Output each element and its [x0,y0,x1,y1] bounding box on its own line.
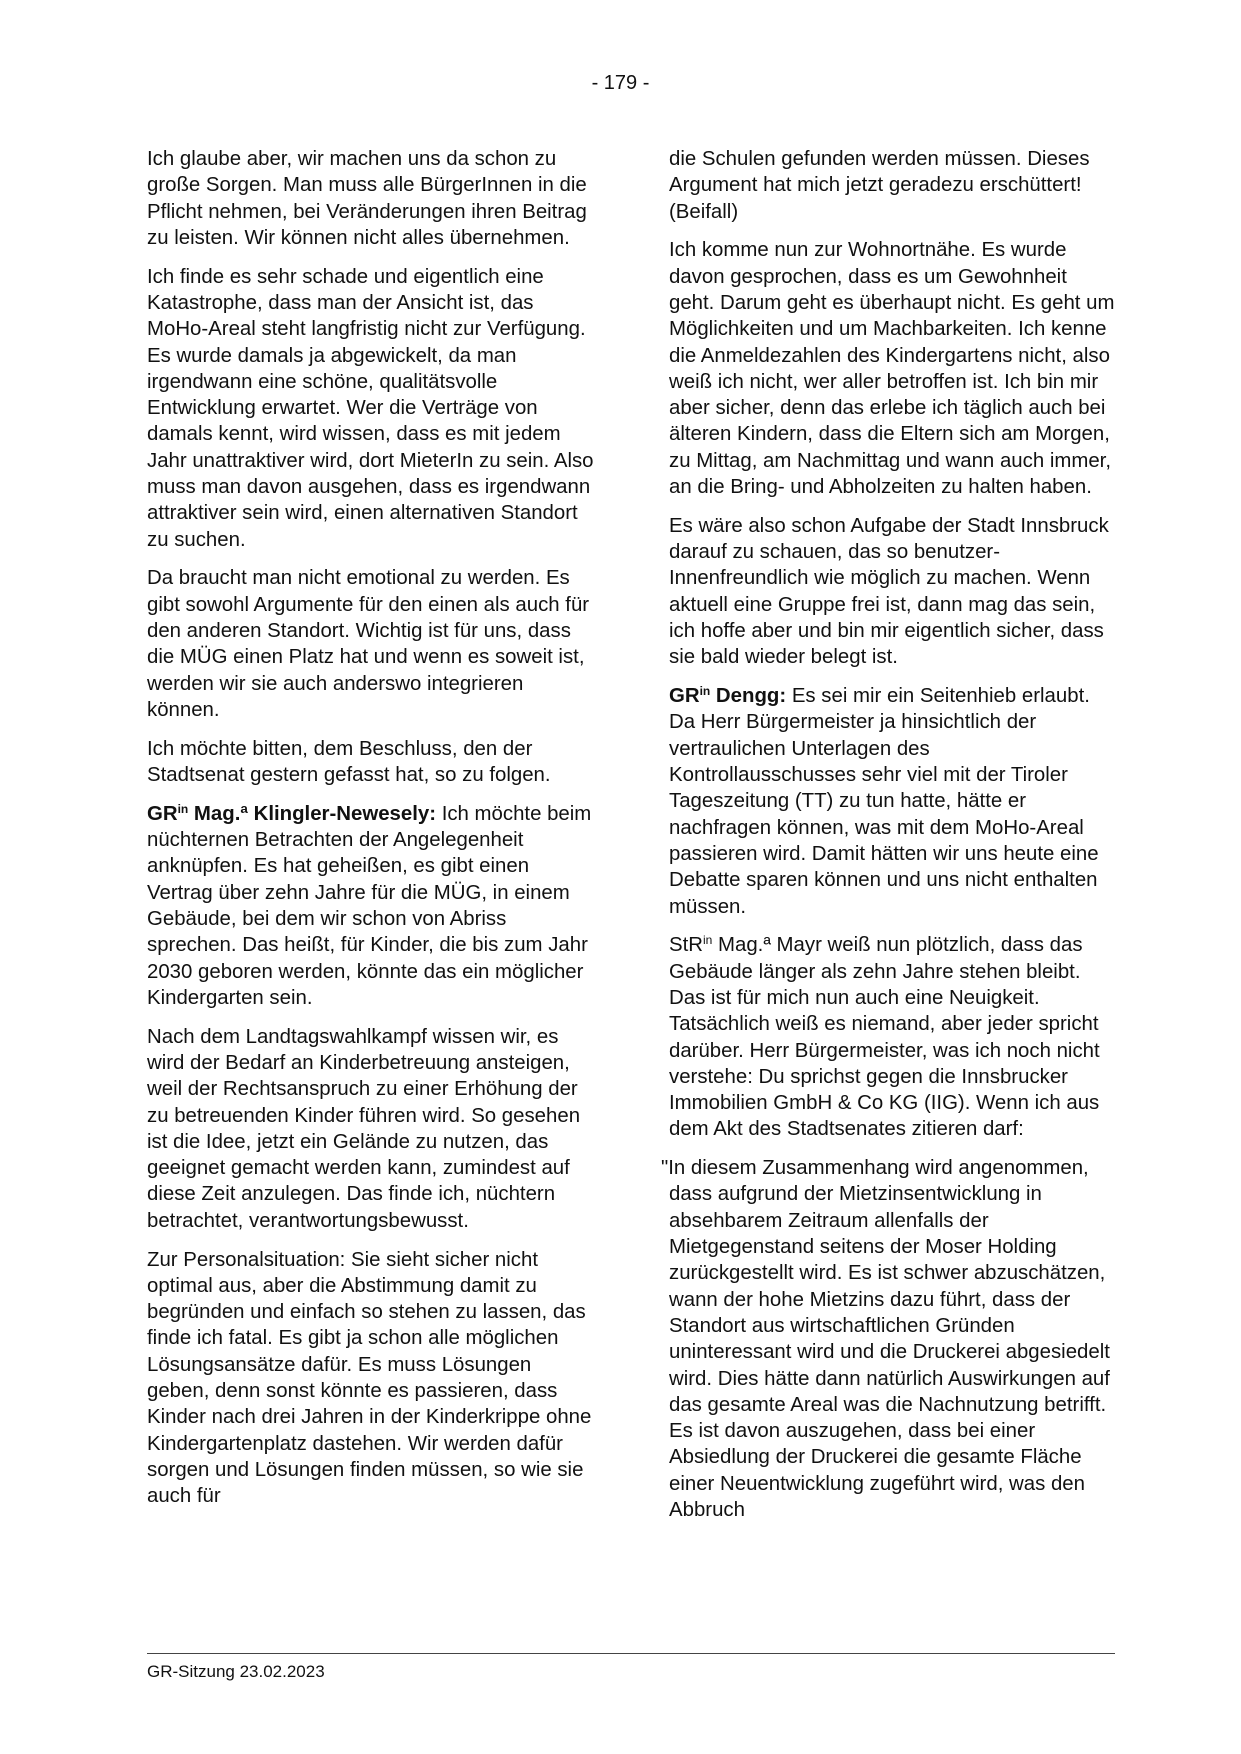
paragraph: Es wäre also schon Aufgabe der Stadt Innsbruck darauf zu schauen, das so benutzer-Innenfreundlich wie möglich zu machen. Wenn aktuell eine Gruppe frei ist, dann mag das sein, ich hoffe aber und bin mir eigentlich sicher, dass sie bald wieder belegt ist. [669,514,1109,669]
speaker-paragraph: $GR^{in}$ Mag.ª Klingler-Newesely: Ich möchte beim nüchternen Betrachten der Angelegenheit anknüpfen. Es hat geheißen, es gibt einen Vertrag über zehn Jahre für die MÜG, in einem Gebäude, bei dem wir schon von Abriss sprechen. Das heißt, für Kinder, die bis zum Jahr 2030 geboren werden, könnte das ein möglicher Kindergarten sein. [147,801,592,1009]
paragraph: Nach dem Landtagswahlkampf wissen wir, es wird der Bedarf an Kinderbetreuung ansteigen, weil der Rechtsanspruch zu einer Erhöhung der zu betreuenden Kinder führen wird. So gesehen ist die Idee, jetzt ein Gelände zu nutzen, das geeignet gemacht werden kann, zumindest auf diese Zeit anzulegen. Das finde ich, nüchtern betrachtet, verantwortungsbewusst. [147,1025,581,1232]
paragraph: Ich glaube aber, wir machen uns da schon zu große Sorgen. Man muss alle BürgerInnen in die Pflicht nehmen, bei Veränderungen ihren Beitrag zu leisten. Wir können nicht alles übernehmen. [147,148,587,249]
speaker-paragraph: $GR^{in}$ Dengg: Es sei mir ein Seitenhieb erlaubt. Da Herr Bürgermeister ja hinsichtlich der vertraulichen Unterlagen des Kontrollausschusses sehr viel mit der Tiroler Tageszeitung (TT) zu tun hatte, hätte er nachfragen können, was mit dem MoHo-Areal passieren wird. Damit hätten wir uns heute eine Debatte sparen können und uns nicht enthalten müssen. [669,684,1099,918]
speaker-name: $GR^{in}$ Dengg: [669,684,787,708]
speaker-name: $GR^{in}$ Mag.ª Klingler-Newesely: [147,801,437,825]
paragraph: Zur Personalsituation: Sie sieht sicher nicht optimal aus, aber die Abstimmung damit zu begründen und einfach so stehen zu lassen, das finde ich fatal. Es gibt ja schon alle möglichen Lösungsansätze dafür. Es muss Lösungen geben, denn sonst könnte es passieren, dass Kinder nach drei Jahren in der Kinderkrippe ohne Kindergartenplatz dastehen. Wir werden dafür sorgen und Lösungen finden müssen, so wie sie auch für [147,1248,592,1508]
quote-paragraph: "In diesem Zusammenhang wird angenommen, dass aufgrund der Mietzinsentwicklung in absehbarem Zeitraum allenfalls der Mietgegenstand seitens der Moser Holding zurückgestellt wird. Es ist schwer abzuschätzen, wann der hohe Mietzins dazu führt, dass der Standort aus wirtschaftlichen Gründen uninteressant wird und die Druckerei abgesiedelt wird. Dies hätte dann natürlich Auswirkungen auf das gesamte Areal was die Nachnutzung betrifft. Es ist davon auszugehen, dass bei einer Absiedlung der Druckerei die gesamte Fläche einer Neuentwicklung zugeführt wird, was den Abbruch [661,1157,1110,1522]
paragraph: StR$^{in}$ Mag.ª Mayr weiß nun plötzlich, dass das Gebäude länger als zehn Jahre stehen bleibt. Das ist für mich nun auch eine Neuigkeit. Tatsächlich weiß es niemand, aber jeder spricht darüber. Herr Bürgermeister, was ich noch nicht verstehe: Du sprichst gegen die Innsbrucker Immobilien GmbH & Co KG (IIG). Wenn ich aus dem Akt des Stadtsenates zitieren darf: [669,933,1100,1141]
right-column [661,146,1117,1523]
paragraph: die Schulen gefunden werden müssen. Dieses Argument hat mich jetzt geradezu erschüttert! (Beifall) [669,148,1090,223]
paragraph: Ich möchte bitten, dem Beschluss, den der Stadtsenat gestern gefasst hat, so zu folgen. [147,737,551,787]
paragraph: Ich komme nun zur Wohnortnähe. Es wurde davon gesprochen, dass es um Gewohnheit geht. Darum geht es überhaupt nicht. Es geht um Möglichkeiten und um Machbarkeiten. Ich kenne die Anmeldezahlen des Kindergartens nicht, also weiß ich nicht, wer aller betroffen ist. Ich bin mir aber sicher, denn das erlebe ich täglich auch bei älteren Kindern, dass die Eltern sich am Morgen, zu Mittag, am Nachmittag und wann auch immer, an die Bring- und Abholzeiten zu halten haben. [669,239,1115,499]
paragraph: Ich finde es sehr schade und eigentlich eine Katastrophe, dass man der Ansicht ist, das MoHo-Areal steht langfristig nicht zur Verfügung. Es wurde damals ja abgewickelt, da man irgendwann eine schöne, qualitätsvolle Entwicklung erwartet. Wer die Verträge von damals kennt, wird wissen, dass es mit jedem Jahr unattraktiver wird, dort MieterIn zu sein. Also muss man davon ausgehen, dass es irgendwann attraktiver sein wird, einen alternativen Standort zu suchen. [147,265,594,551]
footer-divider [147,1653,1115,1654]
page-number: - 179 - [591,72,650,94]
left-column [147,146,595,1522]
footer-session-label: GR-Sitzung 23.02.2023 [147,1662,325,1681]
paragraph: Da braucht man nicht emotional zu werden. Es gibt sowohl Argumente für den einen als auch für den anderen Standort. Wichtig ist für uns, dass die MÜG einen Platz hat und wenn es soweit ist, werden wir sie auch anderswo integrieren können. [147,567,590,721]
